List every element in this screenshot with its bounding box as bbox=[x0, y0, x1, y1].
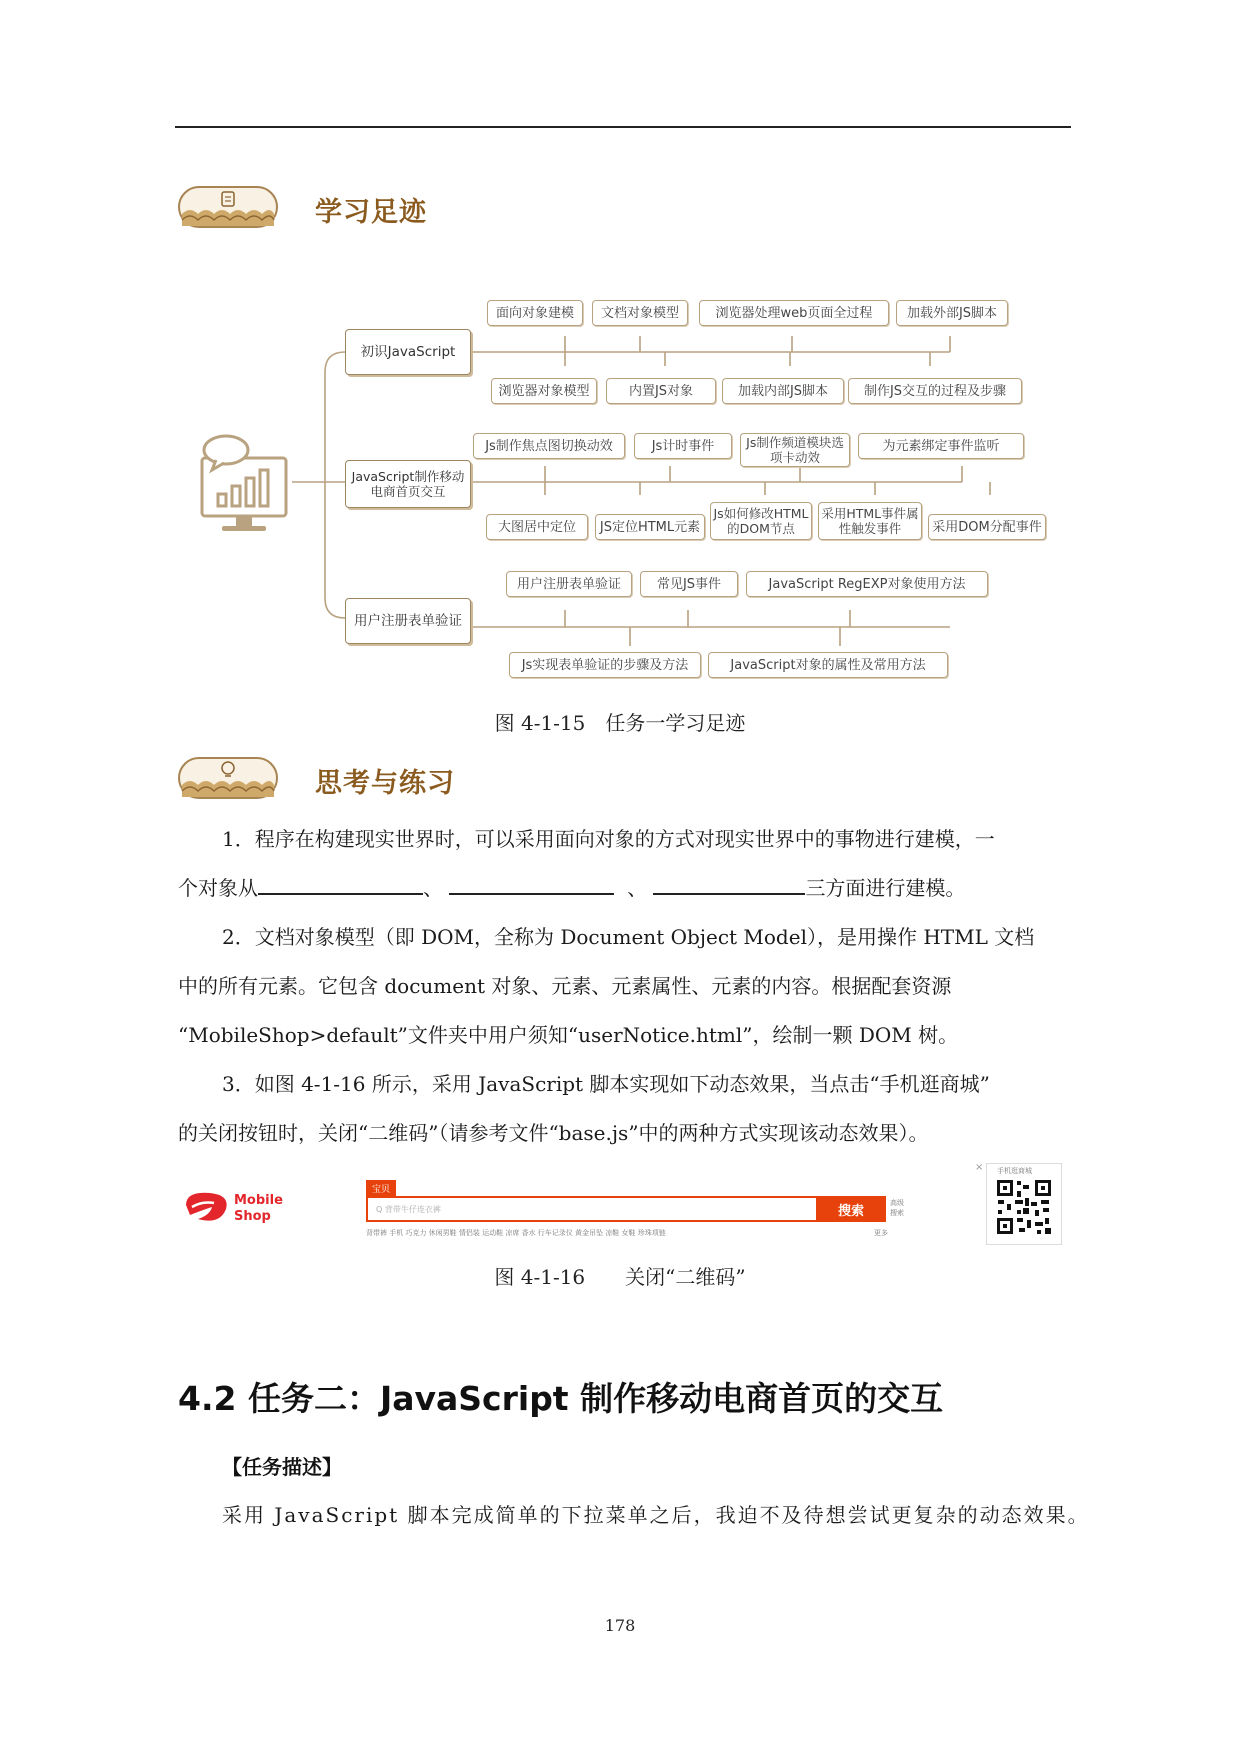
mindmap-leaf-node: JavaScript RegEXP对象使用方法 bbox=[746, 571, 988, 597]
close-icon[interactable]: × bbox=[975, 1162, 984, 1173]
question-text: 的关闭按钮时，关闭“二维码”（请参考文件“base.js”中的两种方式实现该动态效果）。 bbox=[178, 1121, 929, 1145]
advanced-search-link[interactable]: 高级搜索 bbox=[890, 1199, 904, 1217]
search-tab[interactable]: 宝贝 bbox=[366, 1180, 396, 1196]
search-bar-mockup bbox=[366, 1180, 904, 1250]
header-rule bbox=[175, 126, 1071, 128]
fill-in-blank[interactable] bbox=[258, 875, 423, 895]
question-2 bbox=[178, 913, 1072, 1060]
mindmap-leaf-node: 为元素绑定事件监听 bbox=[858, 433, 1024, 459]
question-text: 3．如图 4-1-16 所示，采用 JavaScript 脚本实现如下动态效果，当点击“手机逛商城” bbox=[222, 1072, 990, 1096]
task-description-body: 采用 JavaScript 脚本完成简单的下拉菜单之后，我迫不及待想尝试更复杂的动态效果。 bbox=[222, 1503, 1090, 1527]
mindmap-leaf-node: 采用DOM分配事件 bbox=[928, 514, 1046, 540]
logo-text: Mobile bbox=[234, 1193, 283, 1208]
mindmap-leaf-node: 文档对象模型 bbox=[592, 300, 688, 326]
question-3 bbox=[178, 1060, 1072, 1158]
more-link[interactable]: 更多 bbox=[874, 1229, 888, 1237]
mindmap-root-node: JavaScript制作移动电商首页交互 bbox=[345, 460, 471, 508]
page-number: 178 bbox=[604, 1616, 636, 1635]
hot-words: 背带裤 手机 巧克力 休闲男鞋 情侣装 运动鞋 凉席 香水 行车记录仪 黄金吊坠 凉鞋 女鞋 珍珠项链 bbox=[366, 1229, 666, 1237]
logo-text: Shop bbox=[234, 1209, 271, 1224]
fill-in-blank[interactable] bbox=[653, 875, 805, 895]
section-banner-footprint-icon bbox=[178, 186, 278, 228]
question-text: 1．程序在构建现实世界时，可以采用面向对象的方式对现实世界中的事物进行建模，一 bbox=[222, 827, 995, 851]
mindmap-leaf-node: 加载内部JS脚本 bbox=[722, 378, 844, 404]
section-title: 学习足迹 bbox=[315, 197, 427, 228]
separator: 、 bbox=[627, 876, 648, 900]
mindmap-leaf-node: 浏览器处理web页面全过程 bbox=[699, 300, 889, 326]
mindmap-leaf-node: 用户注册表单验证 bbox=[506, 571, 632, 597]
mindmap-leaf-node: 采用HTML事件属性触发事件 bbox=[818, 502, 922, 540]
mindmap-leaf-node: JS定位HTML元素 bbox=[595, 514, 705, 540]
mindmap-root-node: 用户注册表单验证 bbox=[345, 598, 471, 644]
mindmap-figure bbox=[0, 0, 1240, 700]
mindmap-leaf-node: 内置JS对象 bbox=[606, 378, 716, 404]
mindmap-leaf-node: 加载外部JS脚本 bbox=[896, 300, 1008, 326]
mobileshop-logo bbox=[180, 1185, 300, 1229]
task-description-title: 【任务描述】 bbox=[222, 1455, 342, 1479]
mindmap-leaf-node: Js计时事件 bbox=[634, 433, 732, 459]
figure-caption: 图 4-1-16 关闭“二维码” bbox=[494, 1265, 746, 1289]
question-text: 三方面进行建模。 bbox=[805, 876, 966, 900]
qr-label: 手机逛商城 bbox=[997, 1167, 1032, 1175]
monitor-chart-icon bbox=[196, 432, 292, 536]
section-heading: 4.2 任务二：JavaScript 制作移动电商首页的交互 bbox=[178, 1379, 944, 1418]
qr-code-icon bbox=[995, 1178, 1053, 1236]
mindmap-connectors bbox=[0, 0, 1240, 700]
question-1 bbox=[178, 815, 1072, 913]
mindmap-leaf-node: 浏览器对象模型 bbox=[491, 378, 597, 404]
section-banner-lightbulb-icon bbox=[178, 757, 278, 799]
mindmap-leaf-node: JavaScript对象的属性及常用方法 bbox=[708, 652, 948, 678]
mindmap-root-node: 初识JavaScript bbox=[345, 329, 471, 375]
separator: 、 bbox=[423, 876, 443, 900]
qr-code-panel bbox=[975, 1162, 1062, 1245]
mindmap-leaf-node: Js如何修改HTML的DOM节点 bbox=[710, 502, 812, 540]
mindmap-leaf-node: Js实现表单验证的步骤及方法 bbox=[509, 652, 701, 678]
mindmap-leaf-node: 面向对象建模 bbox=[487, 300, 583, 326]
mindmap-leaf-node: Js制作频道模块选项卡动效 bbox=[740, 433, 850, 467]
mindmap-leaf-node: 制作JS交互的过程及步骤 bbox=[848, 378, 1022, 404]
search-input[interactable]: Q 背带牛仔连衣裤 bbox=[366, 1196, 816, 1222]
figure-caption: 图 4-1-15 任务一学习足迹 bbox=[494, 711, 746, 735]
mindmap-leaf-node: 大图居中定位 bbox=[486, 514, 588, 540]
question-text: 中的所有元素。它包含 document 对象、元素、元素属性、元素的内容。根据配套资源 bbox=[178, 974, 952, 998]
question-text: “MobileShop>default”文件夹中用户须知“userNotice.html”，绘制一颗 DOM 树。 bbox=[178, 1023, 959, 1047]
fill-in-blank[interactable] bbox=[449, 875, 614, 895]
mindmap-leaf-node: Js制作焦点图切换动效 bbox=[473, 433, 625, 459]
mindmap-leaf-node: 常见JS事件 bbox=[640, 571, 738, 597]
question-text: 2．文档对象模型（即 DOM，全称为 Document Object Model），是用操作 HTML 文档 bbox=[222, 925, 1035, 949]
question-text: 个对象从 bbox=[178, 876, 258, 900]
section-title: 思考与练习 bbox=[315, 768, 455, 799]
search-button[interactable]: 搜索 bbox=[816, 1196, 886, 1222]
